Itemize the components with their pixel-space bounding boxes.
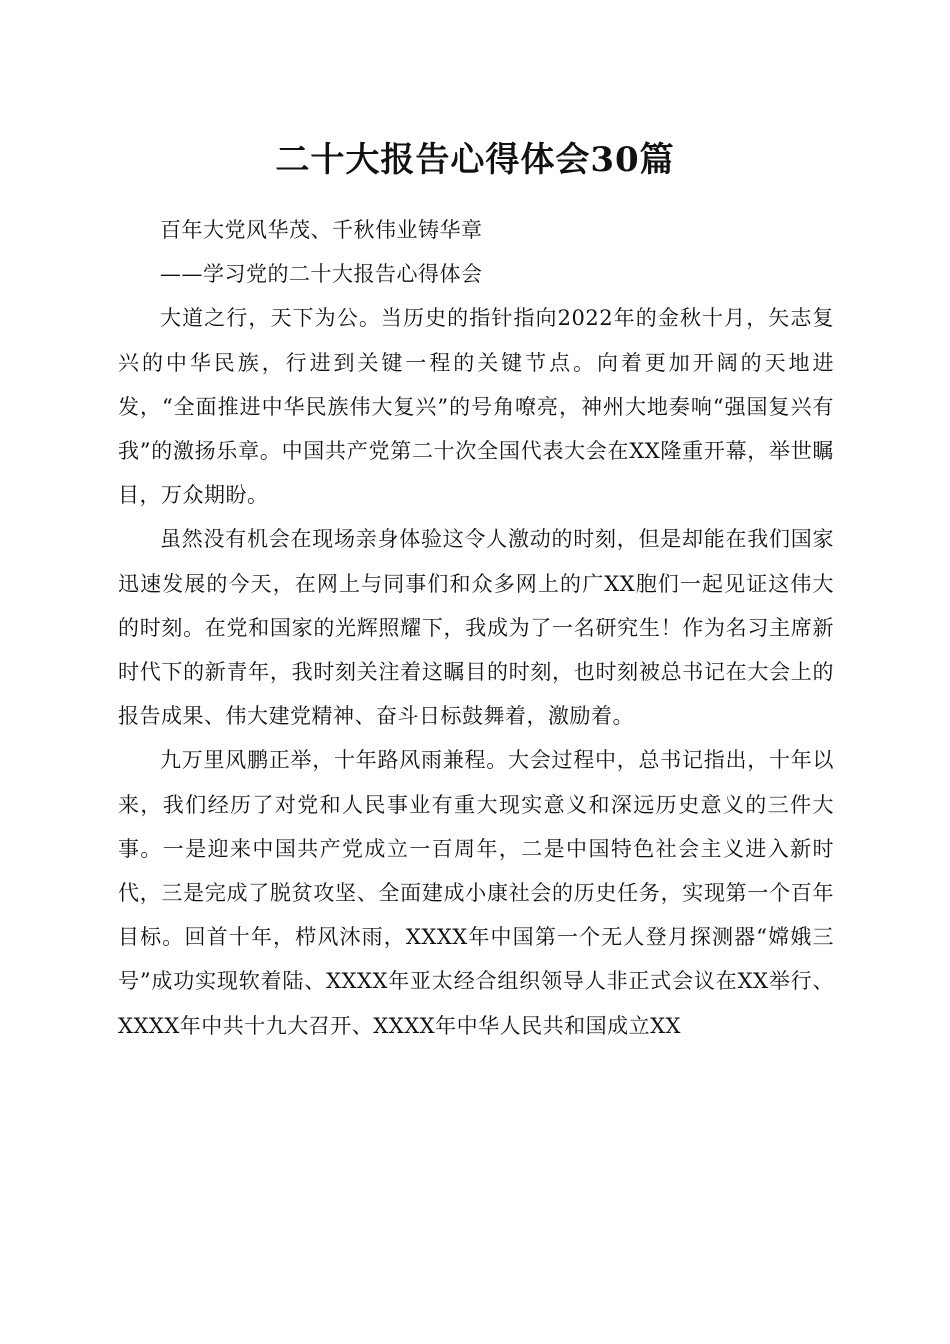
paragraph-3: 九万里风鹏正举，十年路风雨兼程。大会过程中，总书记指出，十年以来，我们经历了对党和人民事业有重大现实意义和深远历史意义的三件大事。一是迎来中国共产党成立一百周年，二是中国特色社会主义进入新时代，三是完成了脱贫攻坚、全面建成小康社会的历史任务，实现第一个百年目标。回首十年，栉风沐雨，XXXX年中国第一个无人登月探测器“嫦娥三号”成功实现软着陆、XXXX年亚太经合组织领导人非正式会议在XX举行、XXXX年中共十九大召开、XXXX年中华人民共和国成立XX (118, 748, 834, 1038)
document-body (118, 208, 834, 1048)
paragraph-2: 虽然没有机会在现场亲身体验这令人激动的时刻，但是却能在我们国家迅速发展的今天，在网上与同事们和众多网上的广XX胞们一起见证这伟大的时刻。在党和国家的光辉照耀下，我成为了一名研究生！作为名习主席新时代下的新青年，我时刻关注着这瞩目的时刻，也时刻被总书记在大会上的报告成果、伟大建党精神、奋斗日标鼓舞着，激励着。 (118, 527, 834, 729)
subtitle-main: 百年大党风华茂、千秋伟业铸华章 (160, 218, 483, 242)
subtitle-sub: ——学习党的二十大报告心得体会 (160, 262, 483, 287)
paragraph-1: 大道之行，天下为公。当历史的指针指向2022年的金秋十月，矢志复兴的中华民族，行进到关键一程的关键节点。向着更加开阔的天地进发，“全面推进中华民族伟大复兴”的号角嘹亮，神州大地奏响“强国复兴有我”的激扬乐章。中国共产党第二十次全国代表大会在XX隆重开幕，举世瞩目，万众期盼。 (118, 306, 834, 508)
document-title: 二十大报告心得体会30篇 (275, 140, 675, 180)
